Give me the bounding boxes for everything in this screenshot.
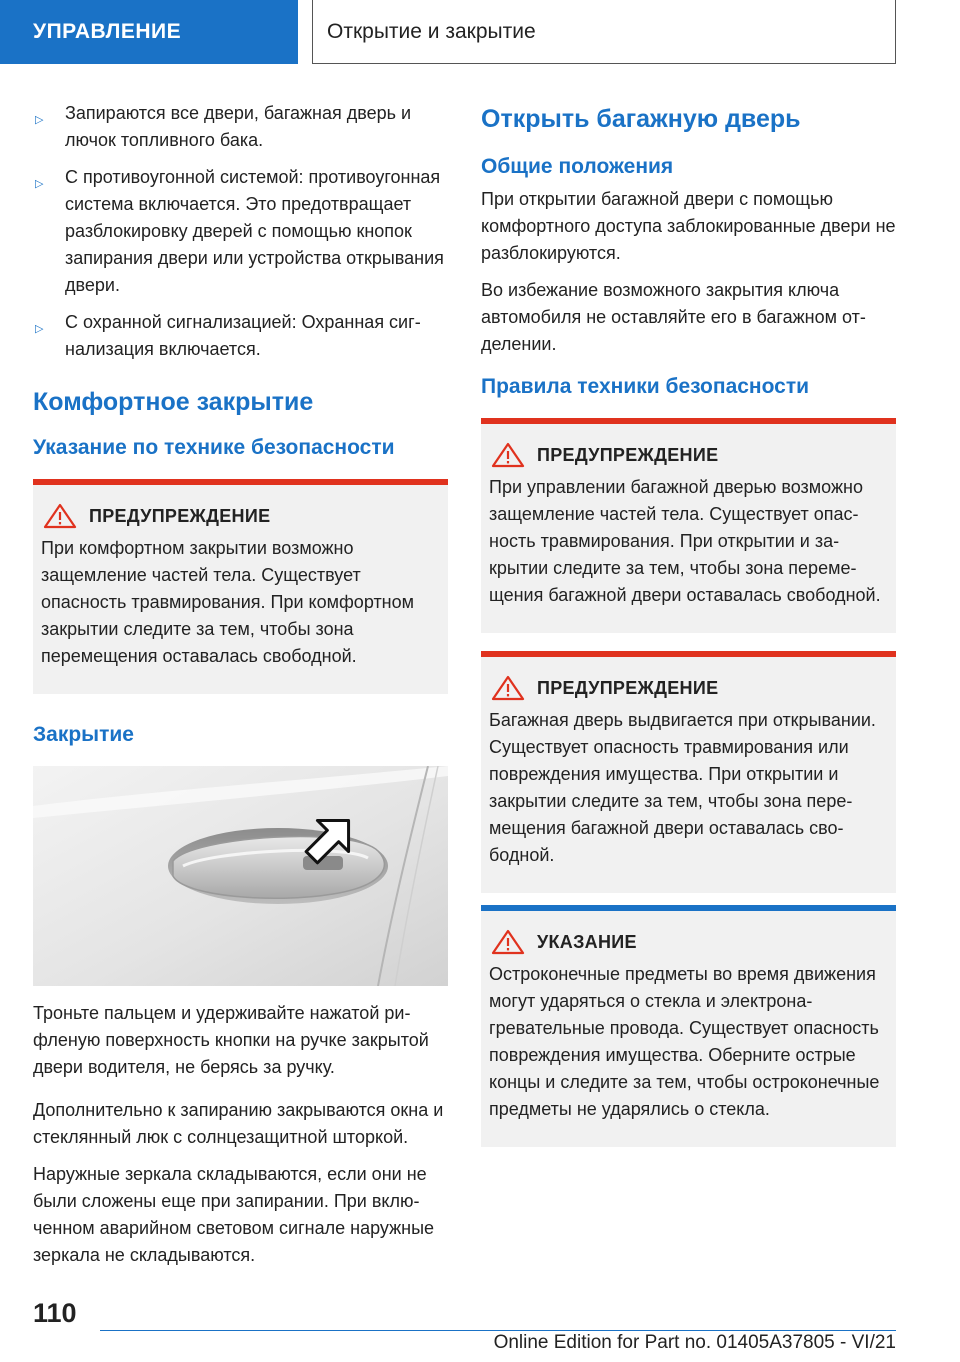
note-text: Остроконечные предметы во время движения могут ударяться о стекла и электронагревательные провода. Существует опасность повреждения имущества. Оберните острые концы и следите за тем, чтобы остроконечные предметы не ударялись о стекла.	[489, 964, 880, 1119]
paragraph: При открытии багажной двери с помощью комфортного доступа заблокированные двери не разблокируются.	[481, 189, 896, 263]
warning-box	[481, 418, 896, 633]
warning-title: ПРЕДУПРЕЖДЕНИЕ	[537, 444, 719, 465]
warning-header	[489, 442, 888, 468]
warning-text: Багажная дверь выдвигается при открывании. Существует опасность травмирования или повреждения имущества. При открытии и закрытии следите за тем, чтобы зона перемещения багажной двери оставалась свободной.	[489, 710, 876, 865]
list-item-text: С противоугонной системой: противоугонная система включается. Это предотвращает разблокировку дверей с помощью кнопок запирания двери или устройства открывания двери.	[65, 167, 444, 295]
note-header	[489, 929, 888, 955]
section-title: УПРАВЛЕНИЕ	[33, 20, 182, 43]
bullet-triangle-icon: ▷	[35, 114, 44, 126]
list-item-text: Запираются все двери, багажная дверь и лючок топливного бака.	[65, 103, 412, 150]
list-item-text: С охранной сигнализацией: Охранная сигнализация включается.	[65, 312, 421, 359]
list-item	[33, 164, 448, 299]
warning-text: При комфортном закрытии возможно защемление частей тела. Существует опасность травмирования. При комфортном закрытии следите за тем, чтобы зона перемещения оставалась свободной.	[41, 538, 415, 666]
heading-closing: Закрытие	[33, 723, 134, 746]
bullet-triangle-icon: ▷	[35, 178, 44, 190]
list-item	[33, 100, 448, 154]
warning-box	[33, 479, 448, 694]
paragraph: Наружные зеркала складываются, если они не были сложены еще при запирании. При включенном аварийном световом сигнале наружные зеркала не складываются.	[33, 1164, 435, 1265]
warning-box	[481, 651, 896, 893]
chapter-title: Открытие и закрытие	[327, 20, 536, 43]
page-number: 110	[33, 1298, 77, 1328]
right-column	[481, 100, 896, 1147]
left-column	[33, 100, 448, 1269]
warning-triangle-icon	[491, 929, 525, 955]
paragraph: Во избежание возможного закрытия ключа автомобиля не оставляйте его в багажном отделении.	[481, 280, 866, 354]
warning-text: При управлении багажной дверью возможно защемление частей тела. Существует опасность травмирования. При открытии и закрытии следите за тем, чтобы зона перемещения багажной двери оставалась свободной.	[489, 477, 881, 605]
note-box	[481, 905, 896, 1147]
paragraph: Троньте пальцем и удерживайте нажатой рифленую поверхность кнопки на ручке закрытой двери водителя, не берясь за ручку.	[33, 1003, 429, 1077]
warning-title: ПРЕДУПРЕЖДЕНИЕ	[89, 505, 271, 526]
heading-general: Общие положения	[481, 155, 674, 178]
note-title: УКАЗАНИЕ	[537, 931, 637, 952]
heading-safety-note: Указание по технике безопасности	[33, 436, 395, 459]
heading-safety-rules: Правила техники безопасности	[481, 375, 810, 398]
warning-triangle-icon	[43, 503, 77, 529]
edition-text: Online Edition for Part no. 01405A37805 - VI/21	[493, 1332, 896, 1353]
warning-title: ПРЕДУПРЕЖДЕНИЕ	[537, 677, 719, 698]
door-handle-illustration	[33, 766, 448, 986]
footer-divider	[100, 1330, 896, 1331]
warning-header	[41, 503, 440, 529]
bullet-triangle-icon: ▷	[35, 323, 44, 335]
paragraph: Дополнительно к запиранию закрываются окна и стеклянный люк с солнцезащитной шторкой.	[33, 1100, 444, 1147]
warning-header	[489, 675, 888, 701]
warning-triangle-icon	[491, 442, 525, 468]
door-handle-photo	[33, 766, 448, 986]
section-tab	[0, 0, 298, 64]
list-item	[33, 309, 448, 363]
heading-open-trunk: Открыть багажную дверь	[481, 105, 801, 133]
warning-triangle-icon	[491, 675, 525, 701]
chapter-tab	[312, 0, 896, 64]
heading-comfort-closing: Комфортное закрытие	[33, 388, 314, 416]
